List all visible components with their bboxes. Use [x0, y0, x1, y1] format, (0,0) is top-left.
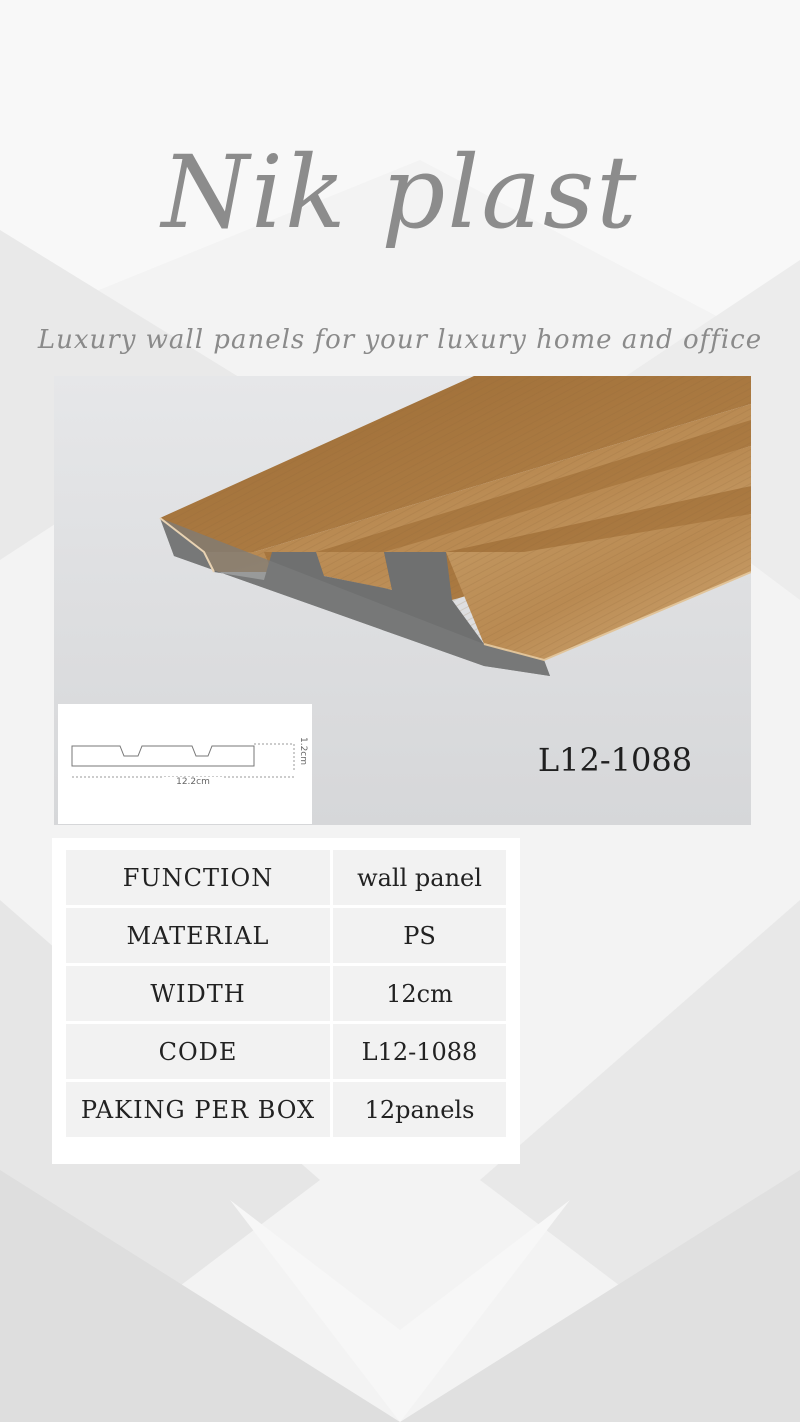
spec-value: wall panel	[332, 850, 507, 907]
spec-key: MATERIAL	[66, 907, 332, 965]
spec-value: 12panels	[332, 1081, 507, 1139]
spec-value: PS	[332, 907, 507, 965]
spec-row-material	[66, 907, 506, 965]
spec-row-packing	[66, 1081, 506, 1139]
spec-row-function	[66, 850, 506, 907]
spec-row-code	[66, 1023, 506, 1081]
profile-width-label: 12.2cm	[163, 777, 223, 787]
spec-value: L12-1088	[332, 1023, 507, 1081]
tagline: Luxury wall panels for your luxury home and office	[37, 325, 763, 355]
brand-title: Nik plast	[161, 134, 639, 251]
profile-outline-icon	[58, 704, 312, 824]
spec-key: WIDTH	[66, 965, 332, 1023]
spec-value: 12cm	[332, 965, 507, 1023]
profile-height-label: 1.2cm	[298, 736, 308, 766]
spec-row-width	[66, 965, 506, 1023]
spec-key: CODE	[66, 1023, 332, 1081]
product-code-label: L12-1088	[537, 741, 693, 779]
spec-key: PAKING PER BOX	[66, 1081, 332, 1139]
specs-table	[66, 850, 506, 1140]
profile-drawing	[58, 704, 312, 824]
spec-key: FUNCTION	[66, 850, 332, 907]
